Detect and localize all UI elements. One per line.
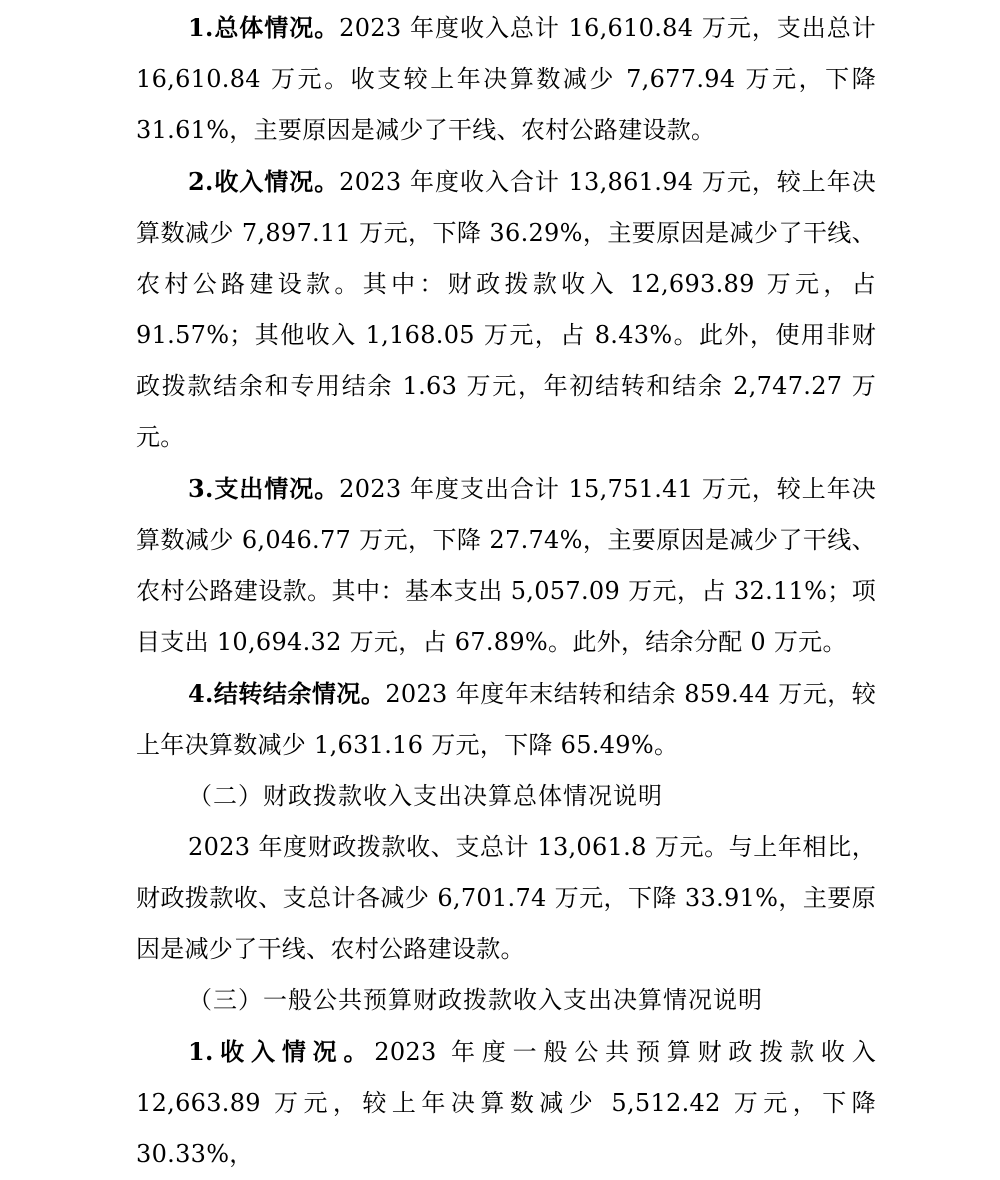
paragraph-text: 2023 年度收入合计 13,861.94 万元，较上年决算数减少 7,897.11 万元，下降 36.29%，主要原因是减少了干线、农村公路建设款。其中：财政拨款收入 12,693.89 万元，占 91.57%；其他收入 1,168.05 万元，占 8.43%。此外，使用非财政拨款结余和专用结余 1.63 万元，年初结转和结余 2,747.27 万元。 [136,168,877,451]
paragraph-income [136,156,876,463]
paragraph-text: 2023 年度财政拨款收、支总计 13,061.8 万元。与上年相比，财政拨款收、支总计各减少 6,701.74 万元，下降 33.91%，主要原因是减少了干线、农村公路建设款。 [136,833,876,963]
paragraph-carryover [136,668,876,771]
section-heading-general-budget: （三）一般公共预算财政拨款收入支出决算情况说明 [188,986,763,1014]
paragraph-lead: 1.收入情况。 [188,1037,375,1066]
paragraph-fiscal-overall [136,822,876,975]
document-page [136,0,876,1180]
paragraph-lead: 2.收入情况。 [188,167,340,196]
paragraph-overall [136,2,876,156]
section-heading-fiscal-overall: （二）财政拨款收入支出决算总体情况说明 [188,782,663,810]
paragraph-text: 2023 年度收入总计 16,610.84 万元，支出总计 16,610.84 万元。收支较上年决算数减少 7,677.94 万元，下降 31.61%，主要原因是减少了干线、农村公路建设款。 [136,14,877,144]
paragraph-lead: 3.支出情况。 [188,474,340,503]
paragraph-text: 2023 年度支出合计 15,751.41 万元，较上年决算数减少 6,046.77 万元，下降 27.74%，主要原因是减少了干线、农村公路建设款。其中：基本支出 5,057.09 万元，占 32.11%；项目支出 10,694.32 万元，占 67.89%。此外，结余分配 0 万元。 [136,475,877,656]
paragraph-expenditure [136,463,876,668]
paragraph-text: 2023 年度一般公共预算财政拨款收入 12,663.89 万元，较上年决算数减少 5,512.42 万元，下降 30.33%， [136,1038,877,1168]
paragraph-text: 2023 年度年末结转和结余 859.44 万元，较上年决算数减少 1,631.16 万元，下降 65.49%。 [136,680,876,759]
paragraph-general-budget-income [136,1026,876,1180]
paragraph-lead: 4.结转结余情况。 [188,679,386,708]
paragraph-lead: 1.总体情况。 [188,13,340,42]
